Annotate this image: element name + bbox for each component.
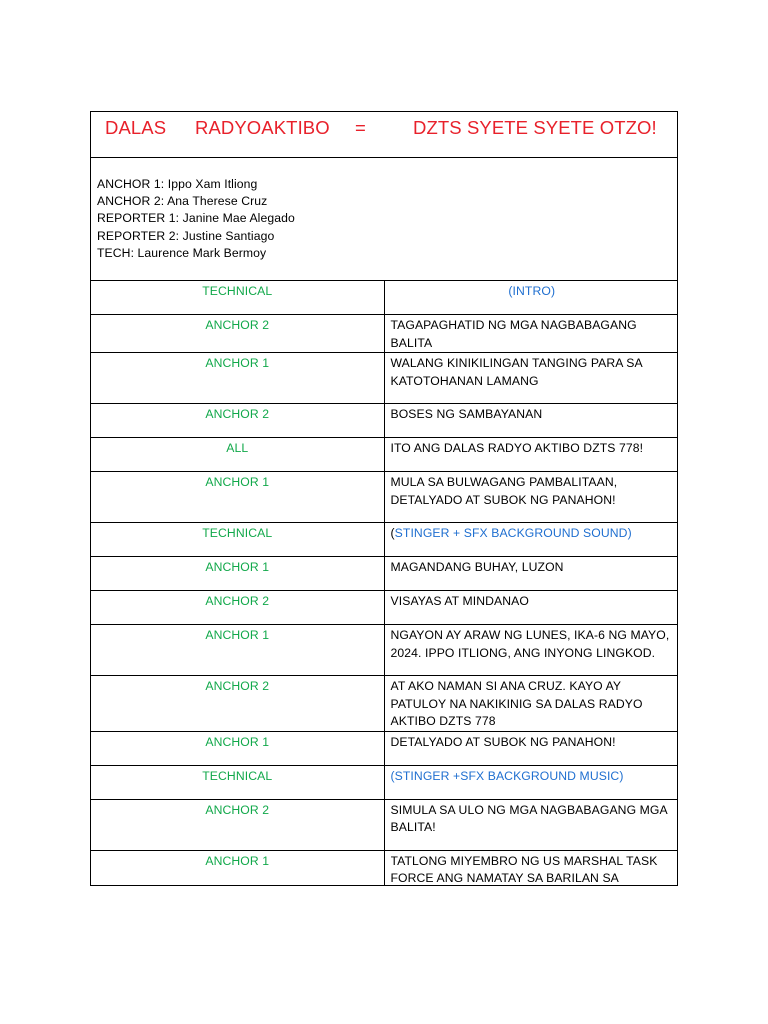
crew-tech: TECH: Laurence Mark Bermoy [97,245,267,260]
script-row [91,353,678,404]
speaker-cell: ANCHOR 1 [91,557,385,591]
speaker-cell: TECHNICAL [91,765,385,799]
script-row [91,315,678,353]
line-text: (INTRO) [508,284,556,298]
script-row [91,523,678,557]
line-cell [384,438,678,472]
line-text: ITO ANG DALAS RADYO AKTIBO DZTS 778! [390,441,644,455]
speaker-cell: ANCHOR 1 [91,472,385,523]
radio-script-table [90,111,678,886]
script-row [91,799,678,850]
crew-list [91,158,677,262]
script-row [91,472,678,523]
line-cell [384,625,678,676]
script-row [91,591,678,625]
line-cell [384,281,678,315]
line-cell [384,472,678,523]
line-cell [384,676,678,732]
crew-anchor-2: ANCHOR 2: Ana Therese Cruz [97,194,268,209]
title-dalas: DALAS [105,117,167,139]
line-cell [384,404,678,438]
script-row [91,404,678,438]
speaker-cell: ANCHOR 2 [91,676,385,732]
crew-anchor-1: ANCHOR 1: Ippo Xam Itliong [97,177,258,191]
crew-cell [91,158,678,281]
line-text: BOSES NG SAMBAYANAN [390,407,543,421]
speaker-cell: ANCHOR 2 [91,799,385,850]
line-cell [384,731,678,765]
line-cell [384,765,678,799]
line-text: MAGANDANG BUHAY, LUZON [390,560,564,574]
line-cell [384,315,678,353]
speaker-cell: ANCHOR 1 [91,625,385,676]
title-radyoaktibo: RADYOAKTIBO [195,117,330,139]
line-cell [384,557,678,591]
line-cell [384,353,678,404]
script-row [91,676,678,732]
line-cell [384,799,678,850]
speaker-cell: ANCHOR 2 [91,591,385,625]
script-row [91,625,678,676]
line-text: VISAYAS AT MINDANAO [390,594,529,608]
speaker-cell: TECHNICAL [91,523,385,557]
line-text: AT AKO NAMAN SI ANA CRUZ. KAYO AY PATULOY NA NAKIKINIG SA DALAS RADYO AKTIBO DZTS 778 [390,679,643,728]
title-row [91,112,678,158]
line-text: (STINGER +SFX BACKGROUND MUSIC) [390,768,624,783]
script-row [91,557,678,591]
crew-reporter-2: REPORTER 2: Justine Santiago [97,228,275,243]
title-equals: = [355,117,366,139]
line-text: MULA SA BULWAGANG PAMBALITAAN, DETALYADO AT SUBOK NG PANAHON! [390,475,618,507]
line-text: NGAYON AY ARAW NG LUNES, IKA-6 NG MAYO, 2024. IPPO ITLIONG, ANG INYONG LINGKOD. [390,628,670,660]
line-text: TAGAPAGHATID NG MGA NAGBABAGANG BALITA [390,318,637,350]
speaker-cell: TECHNICAL [91,281,385,315]
line-cell [384,850,678,885]
speaker-cell: ANCHOR 1 [91,850,385,885]
script-row [91,281,678,315]
crew-row [91,158,678,281]
speaker-cell: ALL [91,438,385,472]
script-row [91,850,678,885]
script-row [91,765,678,799]
script-row [91,438,678,472]
script-row [91,731,678,765]
line-text: WALANG KINIKILINGAN TANGING PARA SA KATOTOHANAN LAMANG [390,356,643,388]
line-text: STINGER + SFX BACKGROUND SOUND) [394,526,632,540]
title-cell [91,112,678,158]
crew-reporter-1: REPORTER 1: Janine Mae Alegado [97,211,295,226]
title-station: DZTS SYETE SYETE OTZO! [413,117,657,139]
speaker-cell: ANCHOR 1 [91,731,385,765]
script-title [91,112,677,142]
line-text: SIMULA SA ULO NG MGA NAGBABAGANG MGA BALITA! [390,802,668,834]
line-paren: ( [390,526,395,540]
line-cell [384,523,678,557]
line-cell [384,591,678,625]
speaker-cell: ANCHOR 2 [91,404,385,438]
speaker-cell: ANCHOR 1 [91,353,385,404]
line-text: TATLONG MIYEMBRO NG US MARSHAL TASK FORCE ANG NAMATAY SA BARILAN SA [390,853,658,885]
speaker-cell: ANCHOR 2 [91,315,385,353]
line-text: DETALYADO AT SUBOK NG PANAHON! [390,734,616,749]
